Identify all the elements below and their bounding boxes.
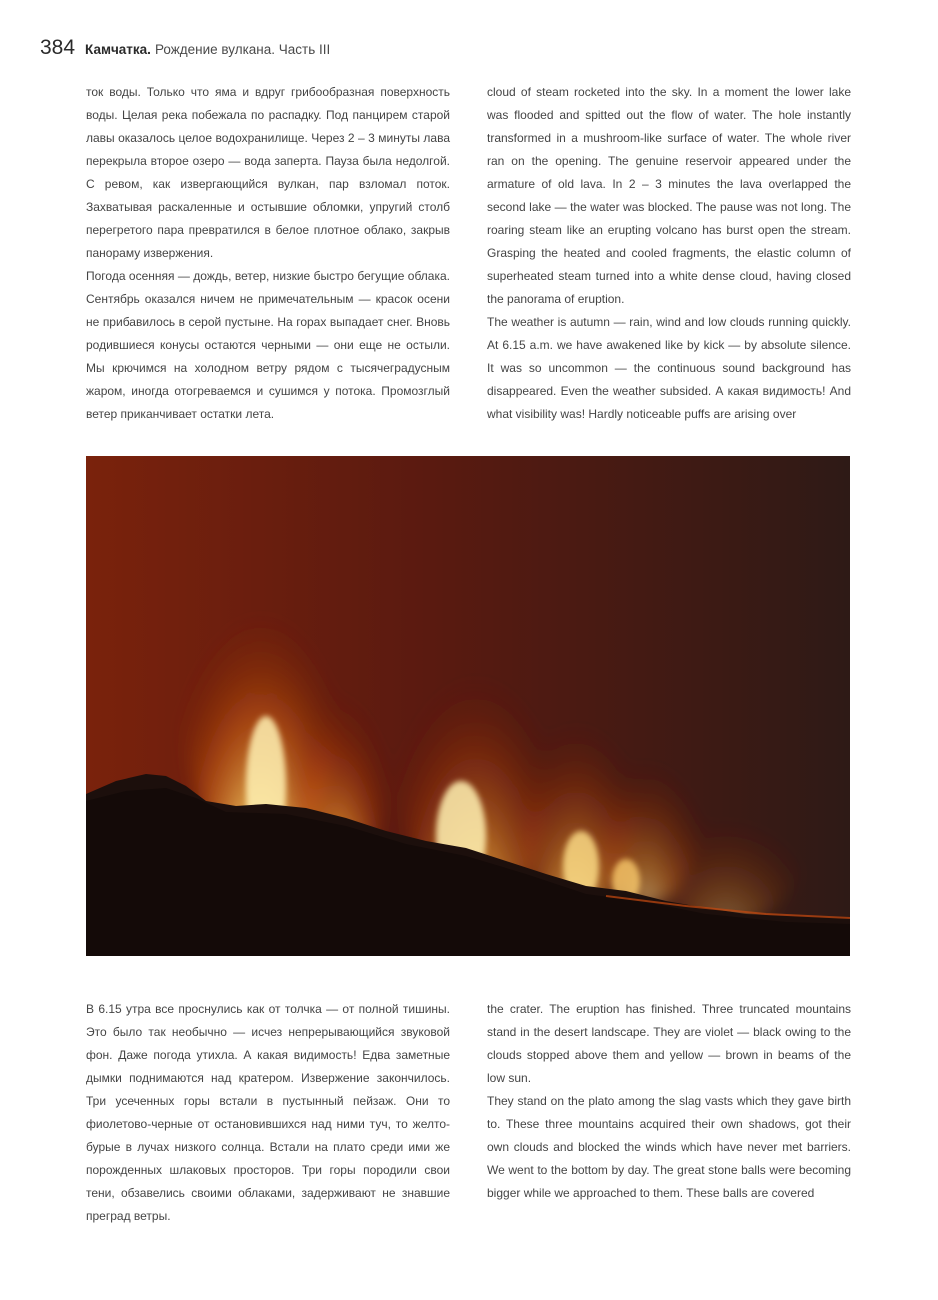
text-column-bottom-left — [86, 998, 450, 1228]
header-subtitle: Рождение вулкана. Часть III — [154, 42, 331, 57]
paragraph: ток воды. Только что яма и вдруг грибообразная поверхность воды. Целая река побежала по распадку. Под панцирем старой лавы оказалось целое водохранилище. Через 2 – 3 минуты лава перекрыла второе озеро — вода заперта. Пауза была недолгой. С ревом, как извергающийся вулкан, пар взломал поток. Захватывая раскаленные и остывшие обломки, упругий столб перегретого пара превратился в белое плотное облако, закрыв панораму извержения. — [86, 85, 450, 260]
paragraph: cloud of steam rocketed into the sky. In a moment the lower lake was flooded and spitted out the flow of water. The hole instantly transformed in a mushroom-like surface of water. The whole river ran on the opening. The genuine reservoir appeared under the armature of old lava. In 2 – 3 minutes the lava overlapped the second lake — the water was blocked. The pause was not long. The roaring steam like an erupting volcano has burst open the stream. Grasping the heated and cooled fragments, the elastic column of superheated steam turned into a white dense cloud, having closed the panorama of eruption. — [487, 85, 851, 306]
eruption-photo — [86, 456, 850, 956]
text-column-top-left — [86, 81, 450, 426]
page-header — [40, 36, 330, 66]
text-column-bottom-right — [487, 998, 851, 1205]
page-number: 384 — [40, 36, 76, 59]
paragraph: В 6.15 утра все проснулись как от толчка — от полной тишины. Это было так необычно — исчез непрерывающийся звуковой фон. Даже погода утихла. А какая видимость! Едва заметные дымки поднимаются над кратером. Извержение закончилось. Три усеченных горы встали в пустынный пейзаж. Они то фиолетово-черные от остановившихся над ними туч, то желто-бурые в лучах низкого солнца. Встали на плато среди ими же порожденных шлаковых просторов. Три горы породили свои тени, обзавелись своими облаками, задерживают не знавшие преград ветры. — [86, 1002, 450, 1223]
header-title: Камчатка — [85, 42, 148, 57]
text-column-top-right — [487, 81, 851, 426]
paragraph: Погода осенняя — дождь, ветер, низкие быстро бегущие облака. Сентябрь оказался ничем не примечательным — красок осени не прибавилось в серой пустыне. На горах выпадает снег. Вновь родившиеся конусы остаются черными — они еще не остыли. Мы крючимся на холодном ветру рядом с тысячеградусным жаром, иногда отогреваемся и сушимся у потока. Промозглый ветер приканчивает остатки лета. — [86, 269, 450, 421]
header-separator: . — [147, 42, 151, 57]
paragraph: the crater. The eruption has finished. Three truncated mountains stand in the desert landscape. They are violet — black owing to the clouds stopped above them and yellow — brown in beams of the low sun. — [487, 1002, 851, 1085]
paragraph: The weather is autumn — rain, wind and low clouds running quickly. At 6.15 a.m. we have awakened like by kick — by absolute silence. It was so uncommon — the continuous sound background has disappeared. Even the weather subsided. А какая видимость! And what visibility was! Hardly noticeable puffs are arising over — [487, 315, 851, 421]
paragraph: They stand on the plato among the slag vasts which they gave birth to. These three mountains acquired their own shadows, got their own clouds and blocked the winds which have never met barriers. We went to the bottom by day. The great stone balls were becoming bigger while we approached to them. These balls are covered — [487, 1094, 851, 1200]
lava-fountains-image — [86, 456, 850, 956]
